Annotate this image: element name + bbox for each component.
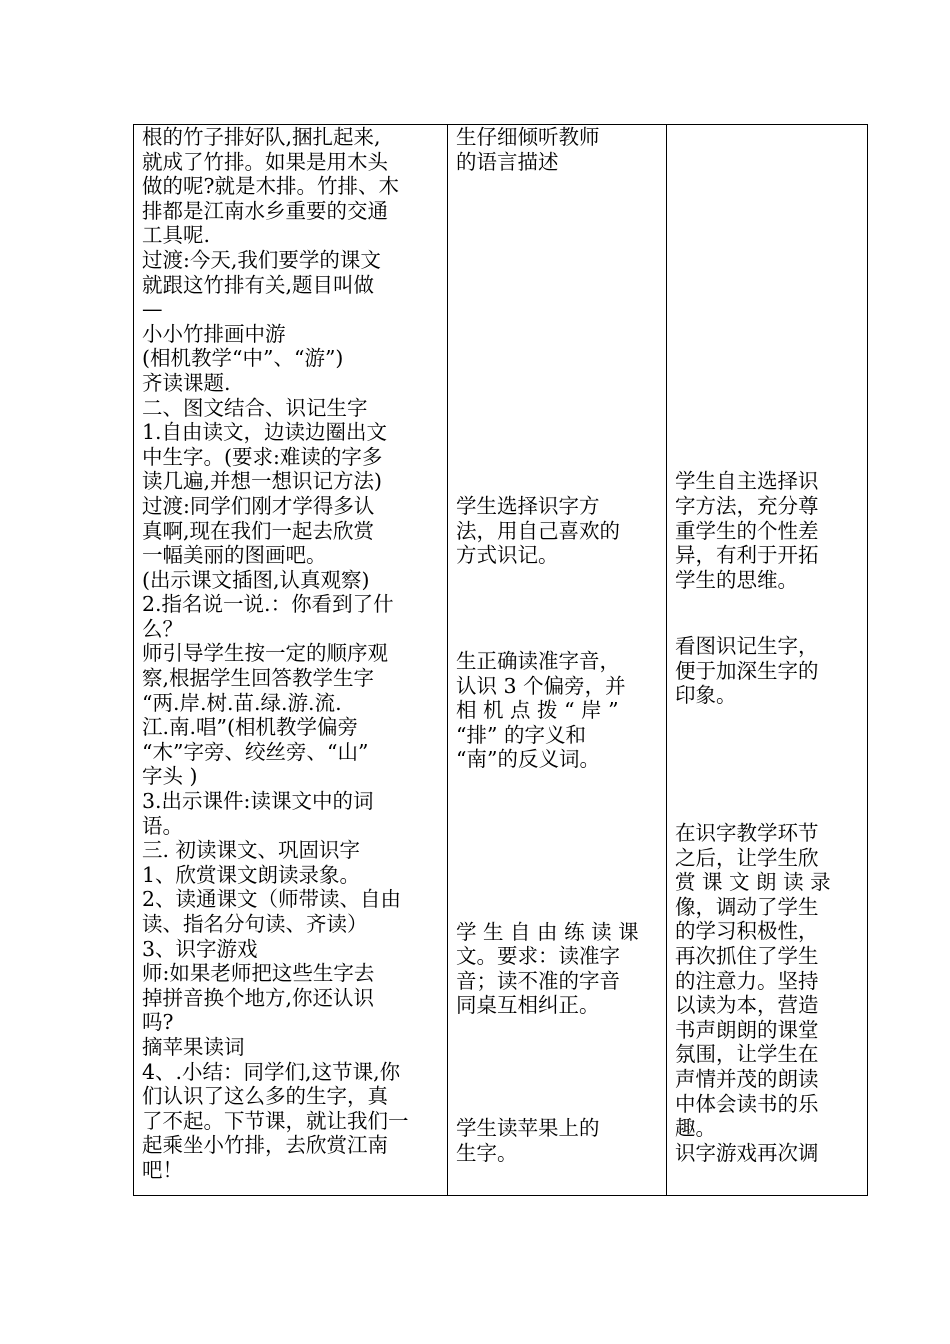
design-intent-line: 声情并茂的朗读 bbox=[675, 1067, 819, 1092]
student-activity-block bbox=[456, 1116, 658, 1165]
student-activity-block bbox=[456, 125, 658, 174]
student-activity-line: 相 机 点 拨 “ 岸 ” bbox=[456, 698, 619, 723]
teaching-process-line: 4、.小结：同学们,这节课,你 bbox=[142, 1059, 401, 1084]
student-activity-block bbox=[456, 494, 658, 568]
design-intent-line: 异，有利于开拓 bbox=[675, 543, 819, 568]
student-activity-line: 的语言描述 bbox=[456, 149, 559, 174]
student-activity-line: 生仔细倾听教师 bbox=[456, 125, 600, 149]
design-intent-block bbox=[675, 821, 859, 1165]
design-intent-line: 字方法，充分尊 bbox=[675, 493, 819, 518]
teaching-process-cell bbox=[134, 125, 448, 1196]
student-activity-text bbox=[456, 125, 658, 1165]
teaching-process-line: 读几遍,并想一想识记方法) bbox=[142, 469, 383, 494]
design-intent-block bbox=[675, 469, 859, 592]
teaching-process-line: 小小竹排画中游 bbox=[142, 321, 286, 346]
student-activity-line: 法，用自己喜欢的 bbox=[456, 518, 620, 543]
teaching-process-line: 1、欣赏课文朗读录象。 bbox=[142, 862, 361, 887]
teaching-process-line: 3、识字游戏 bbox=[142, 936, 258, 961]
spacer bbox=[456, 174, 658, 494]
teaching-process-line: — bbox=[142, 297, 163, 322]
design-intent-line: 的学习积极性， bbox=[675, 919, 819, 944]
design-intent-block bbox=[675, 634, 859, 708]
design-intent-line: 的注意力。坚持 bbox=[675, 968, 819, 993]
spacer bbox=[675, 125, 859, 469]
design-intent-line: 看图识记生字， bbox=[675, 634, 819, 659]
teaching-process-line: 们认识了这么多的生字，真 bbox=[142, 1084, 388, 1109]
design-intent-line: 在识字教学环节 bbox=[675, 821, 819, 846]
teaching-process-line: 三. 初读课文、巩固识字 bbox=[142, 838, 361, 863]
student-activity-line: 同桌互相纠正。 bbox=[456, 993, 600, 1018]
design-intent-line: 学生的思维。 bbox=[675, 567, 798, 592]
teaching-process-line: 1.自由读文，边读边圈出文 bbox=[142, 420, 388, 445]
design-intent-line: 赏 课 文 朗 读 录 bbox=[675, 870, 831, 895]
teaching-process-line: 就成了竹排。如果是用木头 bbox=[142, 149, 388, 174]
teaching-process-line: 真啊,现在我们一起去欣赏 bbox=[142, 518, 375, 543]
design-intent-cell bbox=[667, 125, 868, 1196]
student-activity-line: 生字。 bbox=[456, 1140, 518, 1165]
teaching-process-line: “两.岸.树.苗.绿.游.流. bbox=[142, 690, 342, 715]
design-intent-line: 重学生的个性差 bbox=[675, 518, 819, 543]
teaching-process-line: 二、图文结合、识记生字 bbox=[142, 395, 368, 420]
teaching-process-line: 吧！ bbox=[142, 1157, 183, 1182]
teaching-process-line: 吗? bbox=[142, 1010, 174, 1035]
teaching-process-line: 根的竹子排好队,捆扎起来, bbox=[142, 125, 381, 149]
student-activity-block bbox=[456, 920, 658, 1018]
teaching-process-line: 字头 ) bbox=[142, 764, 198, 789]
design-intent-line: 像，调动了学生 bbox=[675, 894, 819, 919]
teaching-process-line: 2、读通课文（师带读、自由 bbox=[142, 887, 402, 912]
design-intent-line: 中体会读书的乐 bbox=[675, 1091, 819, 1116]
teaching-process-line: 过渡:同学们刚才学得多认 bbox=[142, 493, 375, 518]
teaching-process-line: 过渡:今天,我们要学的课文 bbox=[142, 247, 381, 272]
student-activity-line: “排” 的字义和 bbox=[456, 722, 586, 747]
student-activity-line: 学生读苹果上的 bbox=[456, 1116, 600, 1141]
teaching-process-line: 3.出示课件:读课文中的词 bbox=[142, 789, 374, 814]
teaching-process-line: 齐读课题. bbox=[142, 370, 231, 395]
teaching-process-line: 摘苹果读词 bbox=[142, 1034, 245, 1059]
student-activity-line: 学 生 自 由 练 读 课 bbox=[456, 919, 639, 944]
teaching-process-line: 工具呢. bbox=[142, 223, 211, 248]
teaching-process-line: 读、指名分句读、齐读） bbox=[142, 912, 368, 936]
spacer bbox=[456, 568, 658, 649]
student-activity-line: 方式识记。 bbox=[456, 543, 559, 568]
teaching-process-line: 中生字。(要求:难读的字多 bbox=[142, 444, 383, 469]
table-row bbox=[134, 125, 868, 1196]
teaching-process-line: 江.南.唱”(相机教学偏旁 bbox=[142, 715, 359, 740]
teaching-process-line: 师引导学生按一定的顺序观 bbox=[142, 641, 388, 666]
student-activity-line: 音；读不准的字音 bbox=[456, 968, 620, 993]
design-intent-line: 便于加深生字的 bbox=[675, 658, 819, 683]
teaching-process-line: 起乘坐小竹排，去欣赏江南 bbox=[142, 1133, 388, 1158]
design-intent-line: 趣。 bbox=[675, 1116, 716, 1141]
teaching-process-line: 排都是江南水乡重要的交通 bbox=[142, 198, 388, 223]
teaching-process-line: 师:如果老师把这些生字去 bbox=[142, 961, 375, 986]
teaching-process-line: (出示课文插图,认真观察) bbox=[142, 567, 370, 592]
student-activity-cell bbox=[448, 125, 667, 1196]
teaching-process-line: 了不起。下节课，就让我们一 bbox=[142, 1108, 409, 1133]
design-intent-line: 再次抓住了学生 bbox=[675, 944, 819, 969]
design-intent-line: 识字游戏再次调 bbox=[675, 1140, 819, 1165]
design-intent-line: 书声朗朗的课堂 bbox=[675, 1017, 819, 1042]
student-activity-block bbox=[456, 649, 658, 772]
teaching-process-line: “木”字旁、绞丝旁、“山” bbox=[142, 739, 369, 764]
teaching-process-line: 掉拼音换个地方,你还认识 bbox=[142, 985, 375, 1010]
teaching-process-line: 一幅美丽的图画吧。 bbox=[142, 543, 327, 568]
teaching-process-text bbox=[142, 125, 439, 1183]
teaching-process-line: (相机教学“中”、“游”) bbox=[142, 346, 344, 371]
design-intent-line: 印象。 bbox=[675, 683, 737, 708]
teaching-process-line: 么？ bbox=[142, 616, 183, 641]
design-intent-line: 学生自主选择识 bbox=[675, 469, 819, 494]
teaching-process-line: 察,根据学生回答教学生字 bbox=[142, 666, 375, 691]
teaching-process-line: 语。 bbox=[142, 813, 183, 838]
student-activity-line: “南”的反义词。 bbox=[456, 747, 600, 772]
design-intent-text bbox=[675, 125, 859, 1165]
teaching-process-line: 2.指名说一说.：你看到了什 bbox=[142, 592, 394, 617]
design-intent-line: 之后，让学生欣 bbox=[675, 845, 819, 870]
design-intent-line: 以读为本，营造 bbox=[675, 993, 819, 1018]
student-activity-line: 认识 3 个偏旁，并 bbox=[456, 673, 626, 698]
spacer bbox=[456, 1018, 658, 1116]
student-activity-line: 文。要求：读准字 bbox=[456, 944, 620, 969]
student-activity-line: 学生选择识字方 bbox=[456, 493, 600, 518]
spacer bbox=[456, 772, 658, 920]
spacer bbox=[675, 708, 859, 821]
lesson-plan-table bbox=[133, 124, 868, 1196]
teaching-process-line: 做的呢?就是木排。竹排、木 bbox=[142, 174, 399, 199]
design-intent-line: 氛围，让学生在 bbox=[675, 1042, 819, 1067]
student-activity-line: 生正确读准字音， bbox=[456, 648, 620, 673]
teaching-process-line: 就跟这竹排有关,题目叫做 bbox=[142, 272, 375, 297]
spacer bbox=[675, 592, 859, 634]
